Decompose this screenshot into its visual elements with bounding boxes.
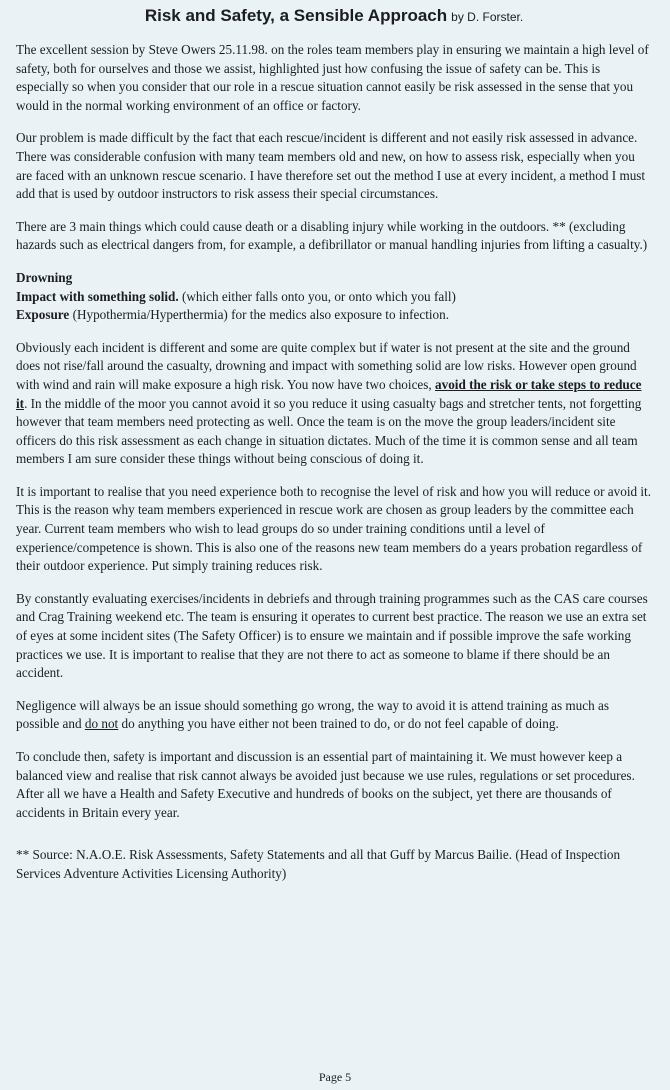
article-author: by D. Forster. <box>451 10 524 24</box>
paragraph-negligence <box>16 697 652 734</box>
paragraph-experience: It is important to realise that you need experience both to recognise the level of risk and how you will reduce or avoid it. This is the reason why team members experienced in rescue work are chosen as group leaders by the committee each year. Current team members who wish to lead groups do so under training conditions until a level of experience/competence is shown. This is also one of the reasons new team members do a years probation regardless of their outdoor experience. Put simply training reduces risk. <box>16 483 652 574</box>
hazard-exposure <box>16 306 652 325</box>
paragraph-negligence-end: do anything you have either not been trained to do, or do not feel capable of doing. <box>118 716 559 732</box>
source-note: ** Source: N.A.O.E. Risk Assessments, Safety Statements and all that Guff by Marcus Bailie. (Head of Inspection Services Adventure Activities Licensing Authority) <box>16 847 621 881</box>
hazard-drowning: Drowning <box>16 269 73 285</box>
page-number: Page 5 <box>318 1070 352 1084</box>
hazard-exposure-text: (Hypothermia/Hyperthermia) for the medics also exposure to infection. <box>69 307 450 323</box>
paragraph-intro: The excellent session by Steve Owers 25.11.98. on the roles team members play in ensuring we maintain a high level of safety, both for ourselves and those we assist, highlighted just how confusing the issue of safety can be. This is especially so when you consider that our role in a rescue situation cannot easily be risk assessed in the sense that you would in the normal working environment of an office or factory. <box>16 42 649 113</box>
paragraph-conclusion: To conclude then, safety is important and discussion is an essential part of maintaining it. We must however keep a balanced view and realise that risk cannot always be avoided just because we use rules, regulations or set procedures. After all we have a Health and Safety Executive and hundreds of books on the subject, yet there are thousands of accidents in Britain every year. <box>16 749 635 820</box>
hazard-list <box>16 269 652 325</box>
article-title: Risk and Safety, a Sensible Approach <box>144 6 448 25</box>
article-header <box>16 6 652 27</box>
paragraph-choices-start: Obviously each incident is different and some are quite complex but if water is not present at the site and the ground does not rise/fall around the casualty, drowning and impact with something solid are low risks. However open ground with wind and rain will make exposure a high risk. You now have two choices, <box>16 339 637 392</box>
paragraph-choices-end: . In the middle of the moor you cannot avoid it so you reduce it using casualty bags and stretcher tents, not forgetting however that team members need protecting as well. Once the team is on the move the group leaders/incident site officers do this risk assessment as each change in situation dictates. Much of the time it is common sense and all team members I am sure consider these things without being conscious of doing it. <box>16 395 642 467</box>
hazard-impact <box>16 288 652 307</box>
paragraph-evaluation: By constantly evaluating exercises/incidents in debriefs and through training programmes such as the CAS care courses and Crag Training weekend etc. The team is ensuring it operates to current best practice. The reason we use an extra set of eyes at some incident sites (The Safety Officer) is to ensure we maintain and if possible improve the safe working practices we use. It is important to realise that they are not there to act as someone to blame if there should be an accident. <box>16 590 648 681</box>
paragraph-choices <box>16 339 652 469</box>
emphasis-do-not: do not <box>84 716 119 732</box>
paragraph-problem: Our problem is made difficult by the fact that each rescue/incident is different and not easily risk assessed in advance. There was considerable confusion with many team members old and new, on how to assess risk, especially when you are faced with an unknown rescue scenario. I have therefore set out the method I use at every incident, a method I must add that is used by outdoor instructors to risk assess their special circumstances. <box>16 130 646 202</box>
hazard-impact-label: Impact with something solid. <box>16 288 179 304</box>
hazard-impact-text: (which either falls onto you, or onto which you fall) <box>178 288 456 304</box>
paragraph-main-things: There are 3 main things which could cause death or a disabling injury while working in the outdoors. ** (excluding hazards such as electrical dangers from, for example, a defibrillator or manual handling injuries from lifting a casualty.) <box>16 218 648 253</box>
paragraph-negligence-start: Negligence will always be an issue should something go wrong, the way to avoid it is attend training as much as possible and <box>16 697 609 732</box>
hazard-exposure-label: Exposure <box>16 307 70 323</box>
emphasis-avoid-or-reduce: avoid the risk or take steps to reduce it <box>16 376 642 411</box>
